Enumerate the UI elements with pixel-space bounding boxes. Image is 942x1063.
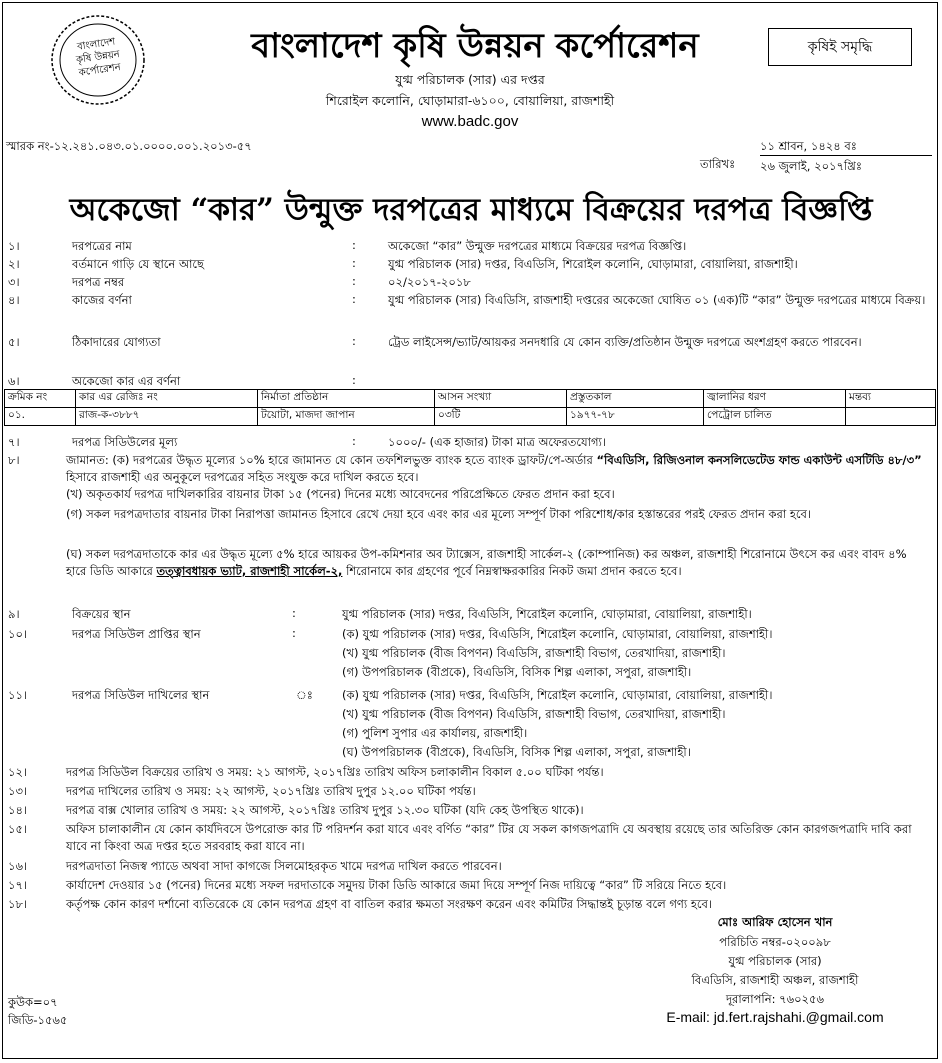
table-header-cell: মন্তব্য: [846, 390, 936, 408]
item-text: দরপত্র সিডিউল বিক্রয়ের তারিখ ও সময়: ২১ আগস্ট, ২০১৭খ্রিঃ তারিখ অফিস চলাকালীন বিকাল ৫.০০ ঘটিকা পর্যন্ত।: [66, 765, 604, 779]
footer-code: কুউক=০৭: [8, 995, 58, 1009]
item-sep: :: [352, 274, 356, 288]
item-num: ৪।: [8, 293, 20, 307]
item-text: দরপত্রদাতা নিজস্ব প্যাডে অথবা সাদা কাগজে সিলমোহরকৃত খামে দরপত্র দাখিল করতে পারবেন।: [66, 859, 502, 873]
item-value: যুগ্ম পরিচালক (সার) দপ্তর, বিএডিসি, শিরোইল কলোনি, ঘোড়ামারা, বোয়ালিয়া, রাজশাহী।: [342, 607, 752, 621]
date-english: ২৬ জুলাই, ২০১৭খ্রিঃ: [760, 159, 862, 173]
location-line: (ঘ) উপপরিচালক (বীপ্রকে), বিএডিসি, বিসিক শিল্প এলাকা, সপুরা, রাজশাহী।: [342, 745, 691, 759]
item-sep: :: [292, 626, 296, 640]
item-sep: :: [352, 292, 356, 306]
deposit-clause-ka: [66, 452, 928, 486]
location-line: (গ) পুলিশ সুপার এর কার্যালয়, রাজশাহী।: [342, 726, 528, 740]
badc-seal: [48, 10, 148, 113]
item-num: ১।: [8, 239, 20, 253]
item-sep: :: [352, 238, 356, 252]
table-header-cell: ক্রমিক নং: [5, 390, 76, 408]
item-sep: :: [352, 256, 356, 270]
item-num: ১৪।: [8, 803, 28, 817]
item-num: ১২।: [8, 765, 28, 779]
item-num: ৬।: [8, 374, 20, 388]
slogan-box: কৃষিই সমৃদ্ধি: [768, 28, 912, 66]
item-label: দরপত্র সিডিউলের মূল্য: [72, 435, 178, 449]
clause-text: (ঘ) সকল দরপত্রদাতাকে কার এর উদ্ধৃত মূল্যে ৫% হারে আয়কর উপ-কমিশনার অব ট্যাক্সেস, রাজশাহী সার্কেল-২ (কোম্পানিজ) কর অঞ্চল, রাজশাহী শিরোনামে উৎসে কর এবং বাবদ ৪% হারে ডিডি আকারে: [66, 547, 907, 578]
signatory-office: বিএডিসি, রাজশাহী অঞ্চল, রাজশাহী: [691, 973, 859, 987]
signatory-id: পরিচিতি নম্বর-০২০০৯৮: [719, 935, 831, 949]
table-cell: ১৯৭৭-৭৮: [567, 408, 704, 426]
office-name: যুগ্ম পরিচালক (সার) এর দপ্তর: [395, 72, 545, 87]
item-num: ১৩।: [8, 784, 28, 798]
item-value: ১০০০/- (এক হাজার) টাকা মাত্র অফেরতযোগ্য।: [388, 435, 606, 449]
org-name: বাংলাদেশ কৃষি উন্নয়ন কর্পোরেশন: [251, 26, 699, 66]
table-header-cell: আসন সংখ্যা: [435, 390, 567, 408]
item-text: অফিস চালাকালীন যে কোন কার্যদিবসে উপরোক্ত কার টি পরিদর্শন করা যাবে এবং বর্ণিত “কার” টির যে সকল কাগজপত্রাদি যে অবস্থায় রয়েছে তার অতিরিক্ত কোন কারগজপত্রাদি দাবি করা যাবে না কিংবা অত্র দপ্তর হতে সরবরাহ করা যাবে না।: [66, 822, 912, 853]
item-text: দরপত্র বাক্স খোলার তারিখ ও সময়: ২২ আগস্ট, ২০১৭খ্রিঃ তারিখ দুপুর ১২.৩০ ঘটিকা (যদি কেহ উপস্থিত থাকে)।: [66, 803, 584, 817]
item-label: অকেজো কার এর বর্ণনা: [72, 374, 181, 388]
table-cell: [846, 408, 936, 426]
table-cell: রাজ-ক-৩৮৮৭: [76, 408, 258, 426]
signatory-name: মোঃ আরিফ হোসেন খান: [717, 915, 833, 929]
item-sep: ঃ: [296, 688, 313, 702]
signatory-designation: যুগ্ম পরিচালক (সার): [728, 954, 822, 968]
location-line: (গ) উপপরিচালক (বীপ্রকে), বিএডিসি, বিসিক শিল্প এলাকা, সপুরা, রাজশাহী।: [342, 665, 692, 679]
item-label: বিক্রয়ের স্থান: [72, 607, 131, 621]
item-label: দরপত্রের নাম: [72, 239, 132, 253]
seal-text-bot: কর্পোরেশন: [78, 61, 122, 79]
item-num: ২।: [8, 257, 20, 271]
deposit-clause-kha: (খ) অকৃতকার্য দরপত্র দাখিলকারির বায়নার টাকা ১৫ (পনের) দিনের মধ্যে আবেদনের পরিপ্রেক্ষিতে ফেরত প্রদান করা হবে।: [66, 487, 615, 501]
item-label: ঠিকাদারের যোগ্যতা: [72, 335, 161, 349]
table-cell: ০৩টি: [435, 408, 567, 426]
item-num: ১৬।: [8, 859, 28, 873]
item-num: ৫।: [8, 335, 20, 349]
clause-text: হিসাবে রাজশাহী এর অনুকূলে দরপত্রের সহিত সংযুক্ত করে দাখিল করতে হবে।: [66, 470, 419, 484]
item-num: ১৮।: [8, 897, 28, 911]
location-line: (ক) যুগ্ম পরিচালক (সার) দপ্তর, বিএডিসি, শিরোইল কলোনি, ঘোড়ামারা, বোয়ালিয়া, রাজশাহী।: [342, 688, 773, 702]
item-text: কর্তৃপক্ষ কোন কারণ দর্শানো ব্যতিরেকে যে কোন দরপত্র গ্রহণ বা বাতিল করার ক্ষমতা সংরক্ষণ করেন এবং কমিটির সিদ্ধান্তই চূড়ান্ত বলে গণ্য হবে।: [66, 897, 713, 911]
footer-code: জিডি-১৫৬৫: [8, 1013, 68, 1027]
deposit-clause-gha: [66, 546, 928, 580]
item-sep: :: [292, 606, 296, 620]
item-value: যুগ্ম পরিচালক (সার) বিএডিসি, রাজশাহী দপ্তরের অকেজো ঘোষিত ০১ (এক)টি “কার” উন্মুক্ত দরপত্রের মাধ্যমে বিক্রয়।: [388, 293, 926, 307]
location-line: (ক) যুগ্ম পরিচালক (সার) দপ্তর, বিএডিসি, শিরোইল কলোনি, ঘোড়ামারা, বোয়ালিয়া, রাজশাহী।: [342, 627, 773, 641]
item-sep: :: [352, 434, 356, 448]
notice-headline: অকেজো “কার” উন্মুক্ত দরপত্রের মাধ্যমে বিক্রয়ের দরপত্র বিজ্ঞপ্তি: [69, 192, 873, 228]
office-address: শিরোইল কলোনি, ঘোড়ামারা-৬১০০, বোয়ালিয়া, রাজশাহী: [325, 93, 615, 108]
item-num: ১৫।: [8, 822, 28, 836]
item-label: দরপত্র সিডিউল প্রাপ্তির স্থান: [72, 627, 201, 641]
item-label: বর্তমানে গাড়ি যে স্থানে আছে: [72, 257, 204, 271]
item-num: ১০।: [8, 627, 28, 641]
item-sep: :: [352, 373, 356, 387]
account-name: “বিএডিসি, রিজিওনাল কনসলিডেটেড ফান্ড একাউন্ট এসটিডি ৪৮/৩”: [596, 453, 922, 467]
item-num: ৯।: [8, 607, 20, 621]
location-line: (খ) যুগ্ম পরিচালক (বীজ বিপণন) বিএডিসি, রাজশাহী বিভাগ, তেরখাদিয়া, রাজশাহী।: [342, 707, 726, 721]
item-label: কাজের বর্ণনা: [72, 293, 132, 307]
item-label: দরপত্র নম্বর: [72, 275, 125, 289]
car-table: [4, 389, 936, 426]
vat-office: তত্ত্বাবধায়ক ভ্যাট, রাজশাহী সার্কেল-২,: [156, 564, 343, 578]
website-link[interactable]: www.badc.gov: [421, 113, 519, 130]
item-num: ৭।: [8, 435, 20, 449]
table-header-row: [5, 390, 936, 408]
item-num: ৩।: [8, 275, 20, 289]
table-header-cell: কার এর রেজিঃ নং: [76, 390, 258, 408]
item-text: কার্যাদেশ দেওয়ার ১৫ (পনের) দিনের মধ্যে সফল দরদাতাকে সমুদয় টাকা ডিডি আকারে জমা দিয়ে সম্পূর্ণ নিজ দায়িত্বে “কার” টি সরিয়ে নিতে হবে।: [66, 878, 727, 892]
item-label: দরপত্র সিডিউল দাখিলের স্থান: [72, 688, 210, 702]
table-cell: টয়োটা, মাজদা জাপান: [258, 408, 435, 426]
item-value: অকেজো “কার” উন্মুক্ত দরপত্রের মাধ্যমে বিক্রয়ের দরপত্র বিজ্ঞপ্তি।: [388, 239, 687, 253]
clause-text: জামানত: (ক) দরপত্রের উদ্ধৃত মূল্যের ১০% হারে জামানত যে কোন তফশিলভুক্ত ব্যাংক হতে ব্যাংক ড্রাফট/পে-অর্ডার: [66, 453, 597, 467]
table-cell: ০১.: [5, 408, 76, 426]
signatory-phone: দূরালাপনি: ৭৬০২৫৬: [726, 992, 824, 1006]
date-bangla: ১১ শ্রাবন, ১৪২৪ বঃ: [760, 139, 857, 153]
seal-text-mid: কৃষি উন্নয়ন: [75, 48, 121, 67]
item-text: দরপত্র দাখিলের তারিখ ও সময়: ২২ আগস্ট, ২০১৭খ্রিঃ তারিখ দুপুর ১২.০০ ঘটিকা পর্যন্ত।: [66, 784, 476, 798]
date-divider: [760, 155, 932, 156]
item-num: ১৭।: [8, 878, 28, 892]
item-value: ০২/২০১৭-২০১৮: [388, 275, 471, 289]
table-cell: পেট্রোল চালিত: [704, 408, 846, 426]
item-sep: :: [352, 334, 356, 348]
table-header-cell: নির্মাতা প্রতিষ্ঠান: [258, 390, 435, 408]
table-row: [5, 408, 936, 426]
item-value: ট্রেড লাইসেন্স/ভ্যাট/আয়কর সনদধারি যে কোন ব্যক্তি/প্রতিষ্ঠান উন্মুক্ত দরপত্রে অংশগ্রহণ করতে পারবেন।: [388, 335, 862, 349]
item-num: ১১।: [8, 688, 28, 702]
table-header-cell: জ্বালানির ধরণ: [704, 390, 846, 408]
location-line: (খ) যুগ্ম পরিচালক (বীজ বিপণন) বিএডিসি, রাজশাহী বিভাগ, তেরখাদিয়া, রাজশাহী।: [342, 646, 726, 660]
table-header-cell: প্রস্তুতকাল: [567, 390, 704, 408]
date-label: তারিখঃ: [700, 157, 736, 171]
deposit-clause-ga: (গ) সকল দরপত্রদাতার বায়নার টাকা নিরাপত্তা জামানত হিসাবে রেখে দেয়া হবে এবং কার এর মূল্যে সম্পূর্ণ টাকা পরিশোধ/কার হস্তান্তরের পরই ফেরত প্রদান করা হবে।: [66, 507, 811, 521]
seal-text-top: বাংলাদেশ: [76, 36, 116, 53]
item-num: ৮।: [8, 453, 20, 467]
item-value: যুগ্ম পরিচালক (সার) দপ্তর, বিএডিসি, শিরোইল কলোনি, ঘোড়ামারা, বোয়ালিয়া, রাজশাহী।: [388, 257, 798, 271]
signatory-email[interactable]: E-mail: jd.fert.rajshahi.@gmail.com: [666, 1009, 884, 1025]
memo-ref: স্মারক নং-১২.২৪১.০৪৩.০১.০০০০.০০১.২০১৩-৫৭: [6, 139, 252, 153]
clause-text: শিরোনামে কার গ্রহণের পূর্বে নিম্নস্বাক্ষরকারির নিকট জমা প্রদান করতে হবে।: [342, 564, 682, 578]
